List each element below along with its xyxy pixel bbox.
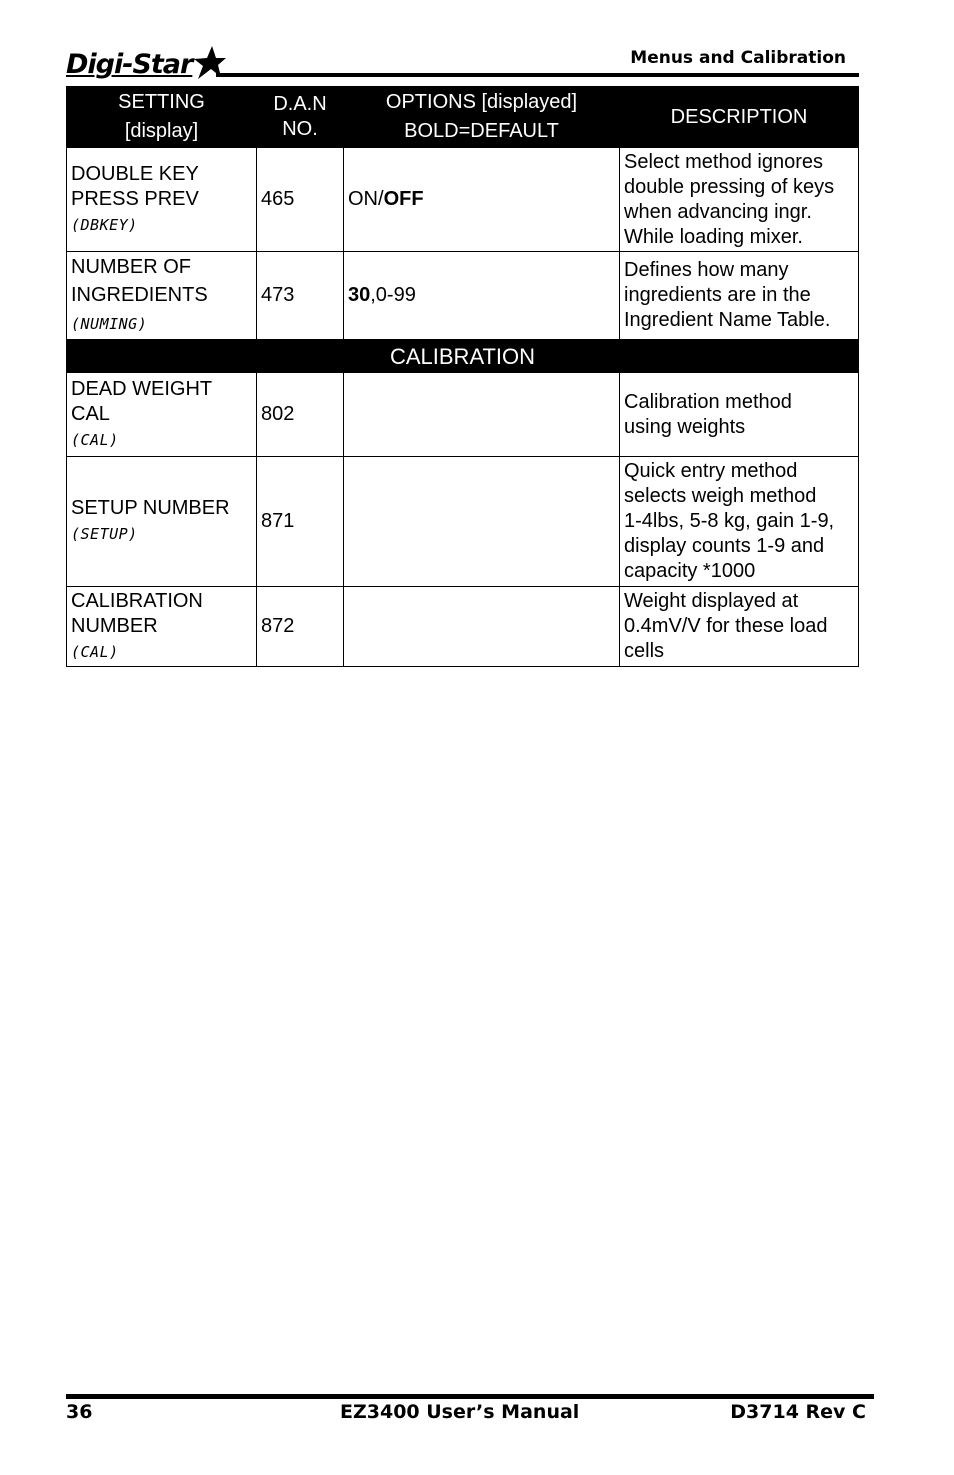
description-cell: Weight displayed at 0.4mV/V for these load cells (620, 587, 859, 667)
display-code: (CAL) (71, 430, 119, 449)
display-code: (SETUP) (71, 525, 138, 543)
setting-cell: DEAD WEIGHT CAL (CAL) (67, 373, 257, 457)
setting-cell: CALIBRATION NUMBER (CAL) (67, 587, 257, 667)
section-header-calibration: CALIBRATION (67, 340, 859, 373)
table-row (67, 587, 859, 667)
options-cell: ON/OFF (344, 148, 620, 252)
dan-number-cell: 871 (257, 457, 344, 587)
manual-title: EZ3400 User’s Manual (340, 1401, 580, 1423)
setting-cell: NUMBER OF INGREDIENTS (NUMING) (67, 252, 257, 340)
options-cell: 30,0-99 (344, 252, 620, 340)
table-row (67, 252, 859, 340)
footer-rule (66, 1394, 874, 1399)
table-row (67, 373, 859, 457)
dan-number-cell: 802 (257, 373, 344, 457)
display-code: (DBKEY) (71, 215, 138, 234)
description-cell: Select method ignores double pressing of keys when advancing ingr. While loading mixer. (620, 148, 859, 252)
logo-text: Digi-Star (66, 49, 193, 80)
options-cell (344, 457, 620, 587)
options-cell (344, 373, 620, 457)
options-cell (344, 587, 620, 667)
table-header-row (67, 87, 859, 148)
header-rule (216, 73, 859, 77)
column-header-dan: D.A.N NO. (257, 87, 344, 148)
dan-number-cell: 872 (257, 587, 344, 667)
table-row (67, 148, 859, 252)
digi-star-logo (66, 46, 226, 80)
display-code: (CAL) (71, 642, 119, 661)
dan-settings-table (66, 86, 859, 667)
column-header-options: OPTIONS [displayed] BOLD=DEFAULT (344, 87, 620, 148)
description-cell: Calibration method using weights (620, 373, 859, 457)
dan-number-cell: 473 (257, 252, 344, 340)
dan-number-cell: 465 (257, 148, 344, 252)
column-header-setting: SETTING [display] (67, 87, 257, 148)
doc-revision: D3714 Rev C (730, 1401, 866, 1423)
table-row (67, 457, 859, 587)
page-number: 36 (66, 1401, 93, 1423)
setting-cell: DOUBLE KEY PRESS PREV (DBKEY) (67, 148, 257, 252)
description-cell: Defines how many ingredients are in the Ingredient Name Table. (620, 252, 859, 340)
column-header-description: DESCRIPTION (620, 87, 859, 148)
description-cell: Quick entry method selects weigh method 1-4lbs, 5-8 kg, gain 1-9, display counts 1-9 and capacity *1000 (620, 457, 859, 587)
setting-cell: SETUP NUMBER (SETUP) (67, 457, 257, 587)
section-header-row (67, 340, 859, 373)
section-title: Menus and Calibration (630, 48, 846, 68)
display-code: (NUMING) (71, 315, 148, 333)
